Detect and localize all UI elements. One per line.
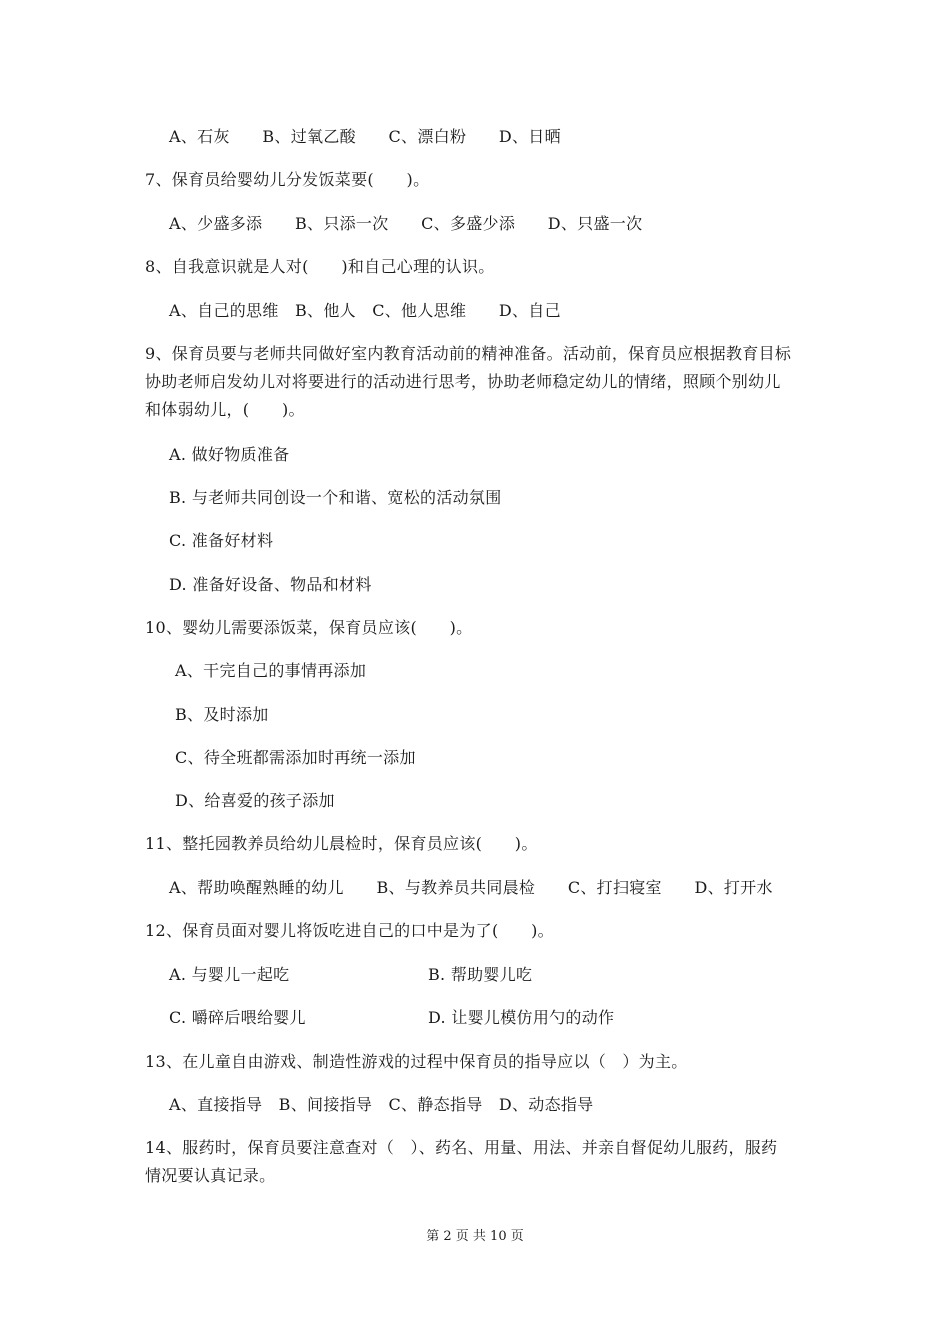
q12-option-d: D. 让婴儿模仿用勺的动作 [428, 1008, 615, 1027]
q10-stem: 10、婴幼儿需要添饭菜，保育员应该( )。 [145, 618, 473, 637]
q9-option-a: A. 做好物质准备 [169, 445, 290, 464]
q10-option-c: C、待全班都需添加时再统一添加 [175, 748, 416, 767]
q7-options: A、少盛多添 B、只添一次 C、多盛少添 D、只盛一次 [169, 214, 643, 233]
q6-options: A、石灰 B、过氧乙酸 C、漂白粉 D、日晒 [169, 127, 561, 146]
q12-stem: 12、保育员面对婴儿将饭吃进自己的口中是为了( )。 [145, 921, 554, 940]
q9-option-b: B. 与老师共同创设一个和谐、宽松的活动氛围 [169, 488, 502, 507]
q12-option-a: A. 与婴儿一起吃 [169, 965, 290, 984]
q10-option-d: D、给喜爱的孩子添加 [175, 791, 335, 810]
q8-stem: 8、自我意识就是人对( )和自己心理的认识。 [145, 257, 495, 276]
q8-options: A、自己的思维 B、他人 C、他人思维 D、自己 [169, 301, 561, 320]
q11-stem: 11、整托园教养员给幼儿晨检时，保育员应该( )。 [145, 834, 538, 853]
q9-option-d: D. 准备好设备、物品和材料 [169, 575, 372, 594]
q7-stem: 7、保育员给婴幼儿分发饭菜要( )。 [145, 170, 430, 189]
q13-stem: 13、在儿童自由游戏、制造性游戏的过程中保育员的指导应以（ ）为主。 [145, 1052, 688, 1071]
q12-option-b: B. 帮助婴儿吃 [428, 965, 533, 984]
q14-stem-line-1: 14、服药时，保育员要注意查对（ ）、药名、用量、用法、并亲自督促幼儿服药，服药 [145, 1138, 778, 1157]
q9-stem-line-1: 9、保育员要与老师共同做好室内教育活动前的精神准备。活动前，保育员应根据教育目标 [145, 344, 792, 363]
q10-option-b: B、及时添加 [175, 705, 269, 724]
q12-option-c: C. 嚼碎后喂给婴儿 [169, 1008, 306, 1027]
q10-option-a: A、干完自己的事情再添加 [175, 661, 367, 680]
page-number-footer: 第 2 页 共 10 页 [426, 1229, 524, 1244]
q9-option-c: C. 准备好材料 [169, 531, 274, 550]
q11-options: A、帮助唤醒熟睡的幼儿 B、与教养员共同晨检 C、打扫寝室 D、打开水 [169, 878, 773, 897]
q9-stem-line-2: 协助老师启发幼儿对将要进行的活动进行思考，协助老师稳定幼儿的情绪，照顾个别幼儿 [145, 372, 781, 391]
q14-stem-line-2: 情况要认真记录。 [145, 1166, 276, 1185]
q9-stem-line-3: 和体弱幼儿，( )。 [145, 400, 305, 419]
q13-options: A、直接指导 B、间接指导 C、静态指导 D、动态指导 [169, 1095, 594, 1114]
